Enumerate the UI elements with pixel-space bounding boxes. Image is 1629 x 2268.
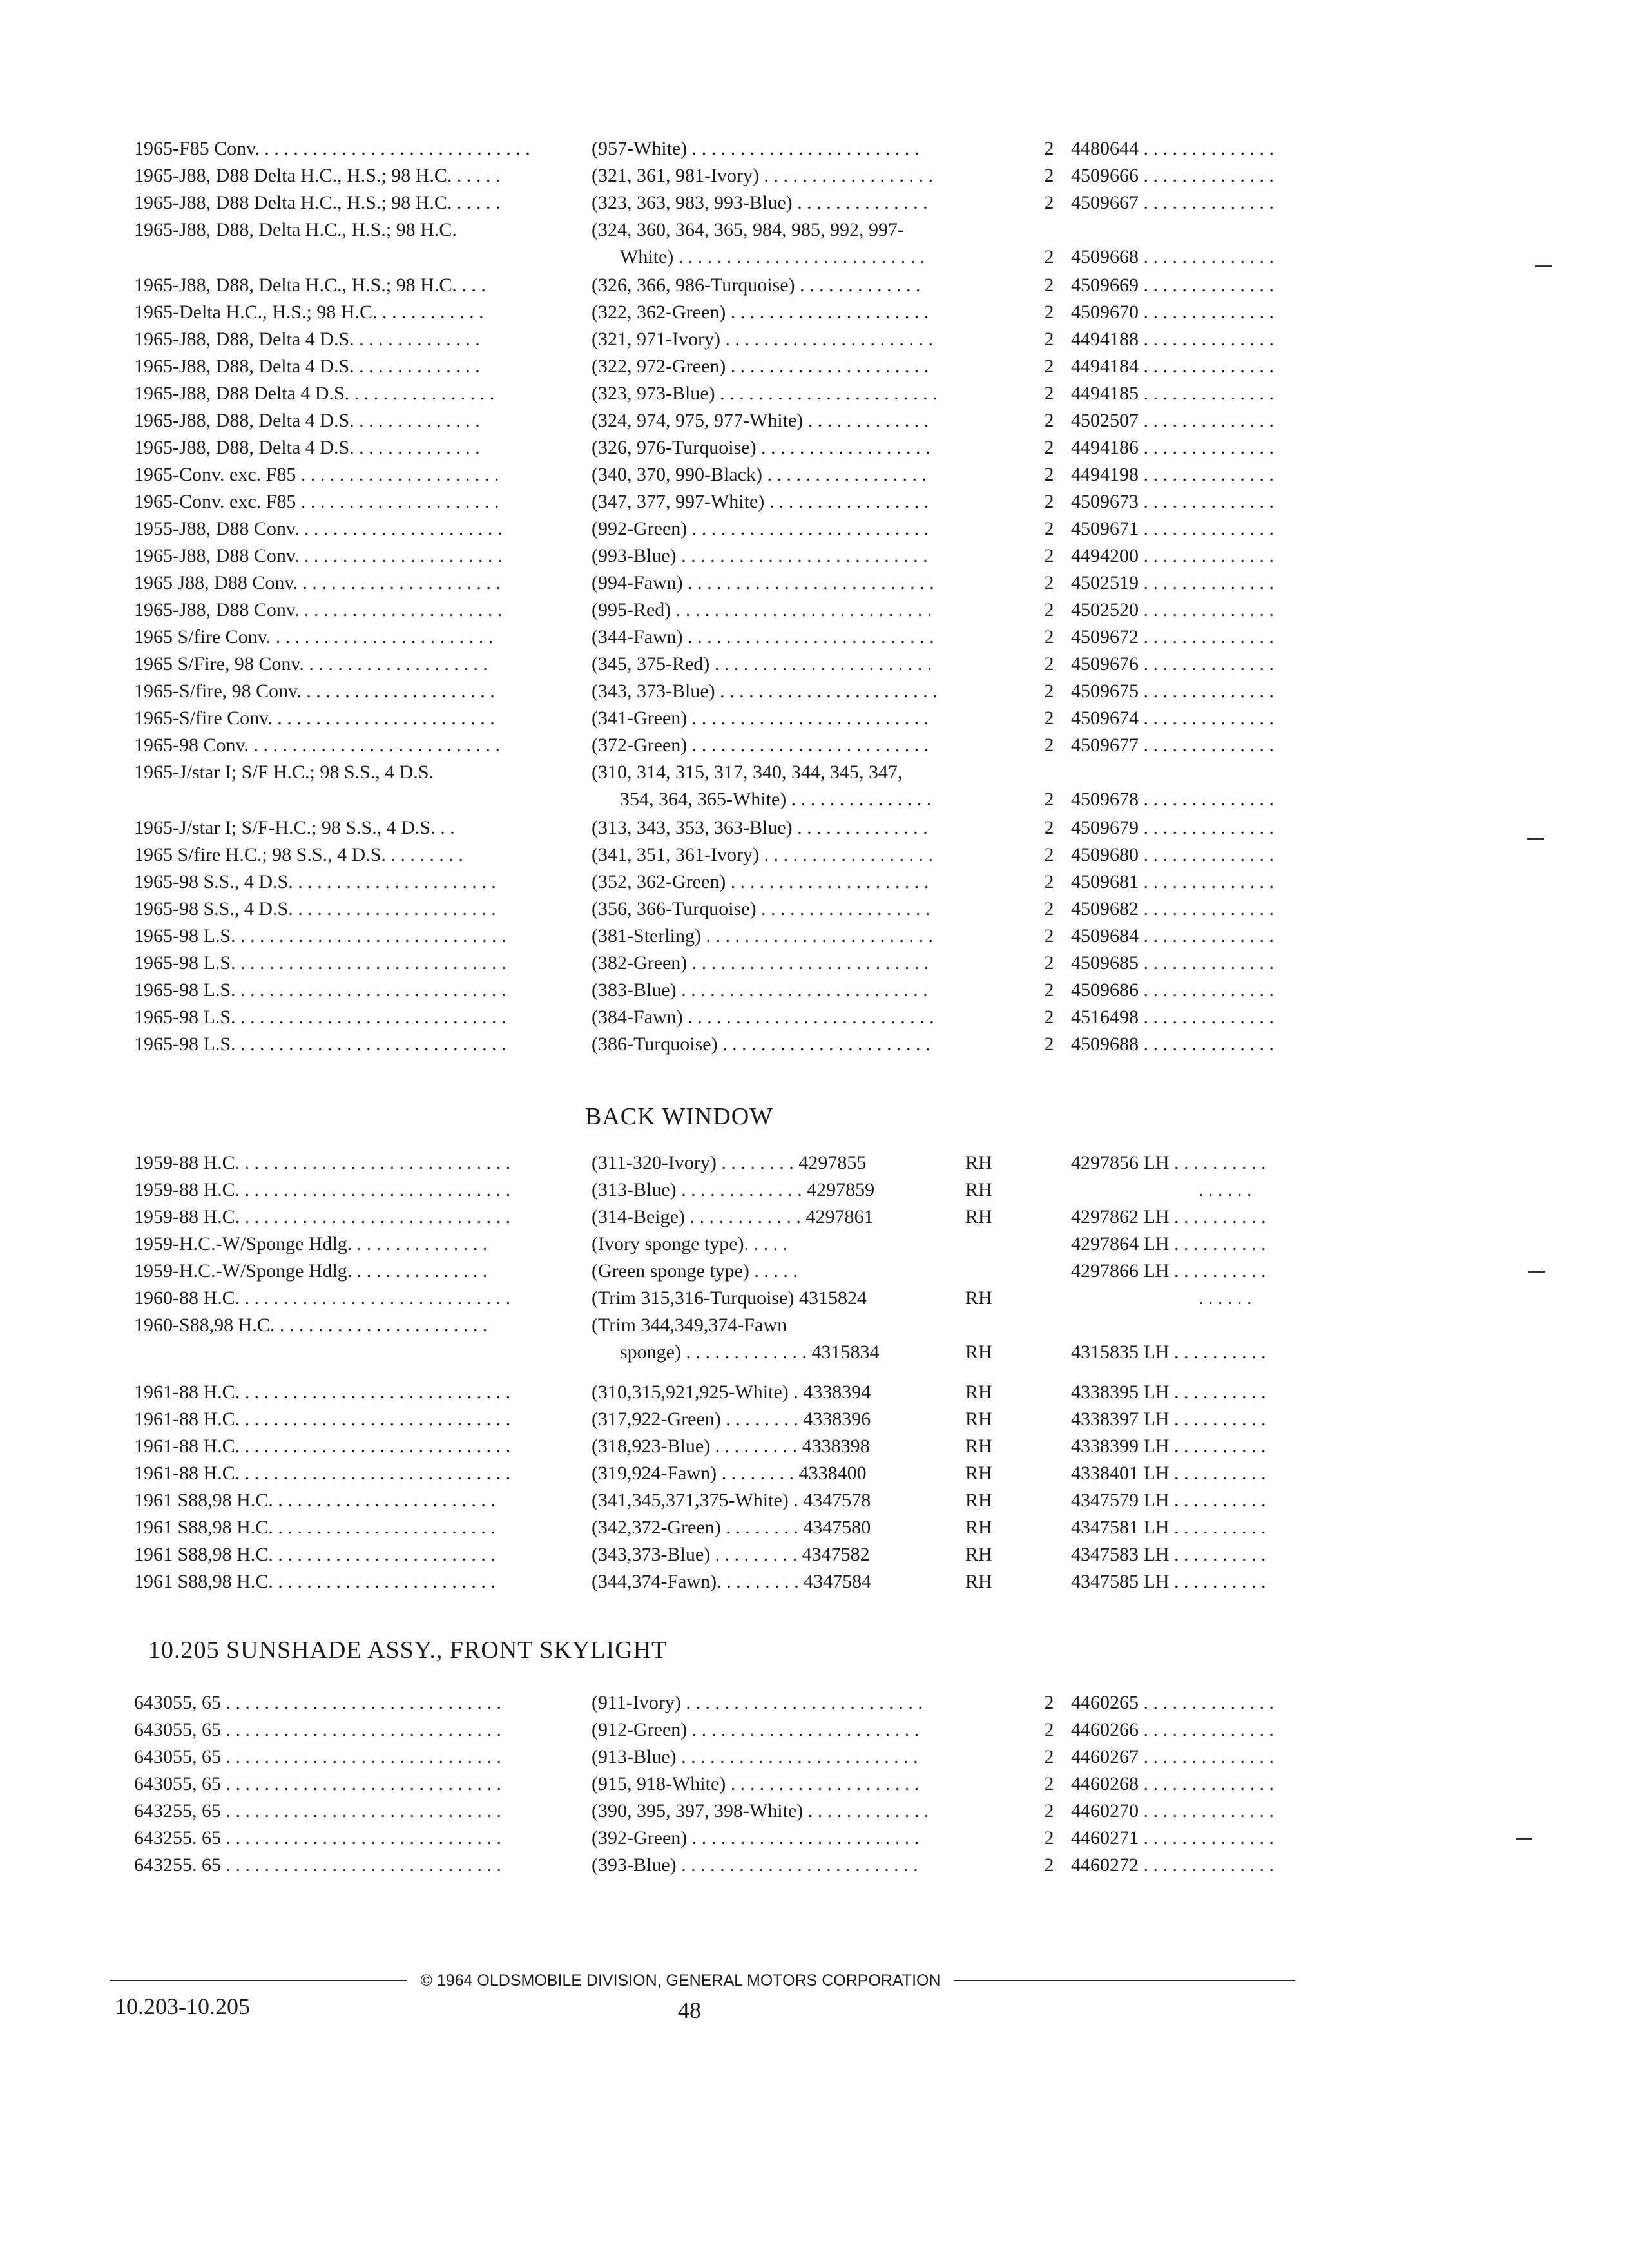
application-cell: 643055, 65 . . . . . . . . . . . . . . . . . . . . . . . . . . . . . <box>134 1746 501 1767</box>
application-cell: 1965-J88, D88, Delta 4 D.S. . . . . . . . . . . . . . <box>134 329 480 350</box>
table-row <box>0 977 1629 1004</box>
trim-cell: (343, 373-Blue) . . . . . . . . . . . . . . . . . . . . . . . <box>592 680 938 702</box>
table-row <box>0 272 1629 299</box>
trim-cell: (911-Ivory) . . . . . . . . . . . . . . . . . . . . . . . . . <box>592 1692 923 1713</box>
quantity-cell: 2 <box>1044 1006 1054 1028</box>
quantity-cell: 2 <box>1044 1033 1054 1055</box>
part-number-cell: 4516498 . . . . . . . . . . . . . . <box>1071 1006 1274 1028</box>
trim-rh-part-cell: (318,923-Blue) . . . . . . . . . 4338398 <box>592 1436 870 1457</box>
rh-label: RH <box>965 1571 992 1592</box>
margin-mark <box>1535 265 1552 267</box>
trim-cell: (321, 971-Ivory) . . . . . . . . . . . . . . . . . . . . . . <box>592 329 933 350</box>
table-row <box>0 407 1629 434</box>
quantity-cell: 2 <box>1044 817 1054 838</box>
part-number-cell: 4509679 . . . . . . . . . . . . . . <box>1071 817 1274 838</box>
quantity-cell: 2 <box>1044 410 1054 431</box>
part-number-cell: 4509673 . . . . . . . . . . . . . . <box>1071 491 1274 512</box>
application-cell: 1965-J88, D88, Delta 4 D.S. . . . . . . . . . . . . . <box>134 410 480 431</box>
part-number-cell: 4509685 . . . . . . . . . . . . . . <box>1071 952 1274 974</box>
back-window-heading: BACK WINDOW <box>585 1103 774 1130</box>
lh-part-cell: 4338401 LH . . . . . . . . . . <box>1071 1463 1266 1484</box>
quantity-cell: 2 <box>1044 192 1054 213</box>
rh-label: RH <box>965 1544 992 1565</box>
trim-cell: (313, 343, 353, 363-Blue) . . . . . . . . . . . . . . <box>592 817 928 838</box>
trim-rh-part-cell: (319,924-Fawn) . . . . . . . . 4338400 <box>592 1463 867 1484</box>
table-row <box>0 705 1629 732</box>
page-reference: 10.203-10.205 <box>115 1994 250 2019</box>
quantity-cell: 2 <box>1044 680 1054 702</box>
application-cell: 1965 J88, D88 Conv. . . . . . . . . . . . . . . . . . . . . . <box>134 572 501 593</box>
part-number-cell: 4460267 . . . . . . . . . . . . . . <box>1071 1746 1274 1767</box>
quantity-cell: 2 <box>1044 572 1054 593</box>
quantity-cell: 2 <box>1044 383 1054 404</box>
table-row <box>0 814 1629 841</box>
table-row <box>0 1744 1629 1771</box>
table-row <box>0 1825 1629 1852</box>
quantity-cell: 2 <box>1044 138 1054 159</box>
table-row <box>0 570 1629 597</box>
lh-leader-dots: . . . . . . <box>1199 1287 1252 1309</box>
sunshade-heading: 10.205 SUNSHADE ASSY., FRONT SKYLIGHT <box>148 1637 668 1664</box>
application-cell: 1959-H.C.-W/Sponge Hdlg. . . . . . . . . . . . . . . <box>134 1260 488 1282</box>
lh-part-cell: 4338397 LH . . . . . . . . . . <box>1071 1408 1266 1430</box>
rh-label: RH <box>965 1287 992 1309</box>
application-cell: 1965-J88, D88 Conv. . . . . . . . . . . . . . . . . . . . . . <box>134 599 503 620</box>
part-number-cell: 4509680 . . . . . . . . . . . . . . <box>1071 844 1274 865</box>
trim-cell: (392-Green) . . . . . . . . . . . . . . . . . . . . . . . . <box>592 1827 920 1849</box>
quantity-cell: 2 <box>1044 844 1054 865</box>
part-number-cell: 4509686 . . . . . . . . . . . . . . <box>1071 979 1274 1001</box>
table-row <box>0 461 1629 488</box>
application-cell: 1965-J88, D88 Conv. . . . . . . . . . . . . . . . . . . . . . <box>134 545 503 566</box>
lh-part-cell: 4297862 LH . . . . . . . . . . <box>1071 1206 1266 1227</box>
table-row <box>0 1460 1629 1487</box>
quantity-cell: 2 <box>1044 871 1054 892</box>
quantity-cell: 2 <box>1044 1692 1054 1713</box>
part-number-cell: 4509667 . . . . . . . . . . . . . . <box>1071 192 1274 213</box>
trim-cell: (352, 362-Green) . . . . . . . . . . . . . . . . . . . . . <box>592 871 929 892</box>
table-row <box>0 678 1629 705</box>
trim-cell: (326, 366, 986-Turquoise) . . . . . . . . . . . . . <box>592 274 921 296</box>
trim-cell: (341, 351, 361-Ivory) . . . . . . . . . . . . . . . . . . <box>592 844 933 865</box>
page-number: 48 <box>678 1997 701 2023</box>
quantity-cell: 2 <box>1044 464 1054 485</box>
trim-cell: (323, 973-Blue) . . . . . . . . . . . . . . . . . . . . . . . <box>592 383 938 404</box>
trim-cell: (321, 361, 981-Ivory) . . . . . . . . . . . . . . . . . . <box>592 165 933 186</box>
table-row <box>0 216 1629 272</box>
part-number-cell: 4494186 . . . . . . . . . . . . . . <box>1071 437 1274 458</box>
trim-cell: (322, 972-Green) . . . . . . . . . . . . . . . . . . . . . <box>592 356 929 377</box>
trim-cell: (372-Green) . . . . . . . . . . . . . . . . . . . . . . . . . <box>592 735 929 756</box>
headliner-trim-section <box>0 135 1629 1058</box>
lh-part-cell: 4297866 LH . . . . . . . . . . <box>1071 1260 1266 1282</box>
application-cell: 1965-S/fire, 98 Conv. . . . . . . . . . . . . . . . . . . . . <box>134 680 495 702</box>
trim-cell: (390, 395, 397, 398-White) . . . . . . . . . . . . . <box>592 1800 929 1821</box>
trim-cell: (324, 360, 364, 365, 984, 985, 992, 997- <box>592 219 904 240</box>
quantity-cell: 2 <box>1044 437 1054 458</box>
trim-cell: (393-Blue) . . . . . . . . . . . . . . . . . . . . . . . . . <box>592 1854 918 1876</box>
quantity-cell: 2 <box>1044 491 1054 512</box>
table-row <box>0 1177 1629 1204</box>
table-row <box>0 543 1629 570</box>
lh-part-cell: 4297864 LH . . . . . . . . . . <box>1071 1233 1266 1254</box>
table-row <box>0 326 1629 353</box>
application-cell: 1965-98 L.S. . . . . . . . . . . . . . . . . . . . . . . . . . . . . <box>134 925 506 947</box>
application-cell: 1965-98 S.S., 4 D.S. . . . . . . . . . . . . . . . . . . . . . <box>134 871 496 892</box>
trim-rh-part-continuation-cell: sponge) . . . . . . . . . . . . . 4315834 <box>620 1341 880 1363</box>
rh-label: RH <box>965 1206 992 1227</box>
quantity-cell: 2 <box>1044 1827 1054 1849</box>
part-number-cell: 4494198 . . . . . . . . . . . . . . <box>1071 464 1274 485</box>
trim-cell: (994-Fawn) . . . . . . . . . . . . . . . . . . . . . . . . . . <box>592 572 934 593</box>
quantity-cell: 2 <box>1044 626 1054 648</box>
application-cell: 1965-98 S.S., 4 D.S. . . . . . . . . . . . . . . . . . . . . . <box>134 898 496 919</box>
quantity-cell: 2 <box>1044 545 1054 566</box>
part-number-cell: 4494185 . . . . . . . . . . . . . . <box>1071 383 1274 404</box>
table-row <box>0 380 1629 407</box>
trim-cell: (347, 377, 997-White) . . . . . . . . . . . . . . . . . <box>592 491 929 512</box>
trim-cell: (915, 918-White) . . . . . . . . . . . . . . . . . . . . <box>592 1773 920 1794</box>
part-number-cell: 4460268 . . . . . . . . . . . . . . <box>1071 1773 1274 1794</box>
part-number-cell: 4460266 . . . . . . . . . . . . . . <box>1071 1719 1274 1740</box>
application-cell: 1965-J88, D88 Delta H.C., H.S.; 98 H.C. . . . . . <box>134 192 501 213</box>
part-number-cell: 4509681 . . . . . . . . . . . . . . <box>1071 871 1274 892</box>
lh-part-cell: 4347579 LH . . . . . . . . . . <box>1071 1490 1266 1511</box>
application-cell: 643255. 65 . . . . . . . . . . . . . . . . . . . . . . . . . . . . . <box>134 1854 501 1876</box>
rh-label: RH <box>965 1436 992 1457</box>
back-window-1961-section <box>0 1379 1629 1595</box>
trim-cell: (382-Green) . . . . . . . . . . . . . . . . . . . . . . . . . <box>592 952 929 974</box>
part-number-cell: 4494184 . . . . . . . . . . . . . . <box>1071 356 1274 377</box>
application-cell: 1965-J/star I; S/F H.C.; 98 S.S., 4 D.S. <box>134 762 434 783</box>
table-row <box>0 1031 1629 1058</box>
table-row <box>0 1004 1629 1031</box>
table-row <box>0 651 1629 678</box>
table-row <box>0 896 1629 923</box>
table-row <box>0 1514 1629 1541</box>
quantity-cell: 2 <box>1044 979 1054 1001</box>
application-cell: 1960-S88,98 H.C. . . . . . . . . . . . . . . . . . . . . . . <box>134 1314 488 1336</box>
rh-label: RH <box>965 1381 992 1403</box>
application-cell: 1965-J88, D88, Delta 4 D.S. . . . . . . . . . . . . . <box>134 437 480 458</box>
trim-cell: (322, 362-Green) . . . . . . . . . . . . . . . . . . . . . <box>592 302 929 323</box>
trim-continuation-cell: White) . . . . . . . . . . . . . . . . . . . . . . . . . . <box>620 246 925 267</box>
table-row <box>0 841 1629 869</box>
application-cell: 1965-98 Conv. . . . . . . . . . . . . . . . . . . . . . . . . . . <box>134 735 501 756</box>
trim-cell: (913-Blue) . . . . . . . . . . . . . . . . . . . . . . . . . <box>592 1746 918 1767</box>
table-row <box>0 869 1629 896</box>
application-cell: 1965-Conv. exc. F85 . . . . . . . . . . . . . . . . . . . . . <box>134 464 499 485</box>
table-row <box>0 488 1629 515</box>
table-row <box>0 1231 1629 1258</box>
rh-label: RH <box>965 1463 992 1484</box>
application-cell: 1965-98 L.S. . . . . . . . . . . . . . . . . . . . . . . . . . . . . <box>134 1006 506 1028</box>
quantity-cell: 2 <box>1044 302 1054 323</box>
part-number-cell: 4509671 . . . . . . . . . . . . . . <box>1071 518 1274 539</box>
margin-mark <box>1516 1838 1532 1840</box>
table-row <box>0 189 1629 216</box>
table-row <box>0 1689 1629 1716</box>
trim-cell: (957-White) . . . . . . . . . . . . . . . . . . . . . . . . <box>592 138 920 159</box>
back-window-1959-1960-section <box>0 1149 1629 1367</box>
application-cell: 1965-98 L.S. . . . . . . . . . . . . . . . . . . . . . . . . . . . . <box>134 1033 506 1055</box>
application-cell: 1961-88 H.C. . . . . . . . . . . . . . . . . . . . . . . . . . . . . <box>134 1436 511 1457</box>
quantity-cell: 2 <box>1044 898 1054 919</box>
trim-rh-part-cell: (341,345,371,375-White) . 4347578 <box>592 1490 871 1511</box>
trim-continuation-cell: 354, 364, 365-White) . . . . . . . . . . . . . . . <box>620 789 932 810</box>
quantity-cell: 2 <box>1044 165 1054 186</box>
trim-cell: (323, 363, 983, 993-Blue) . . . . . . . . . . . . . . <box>592 192 928 213</box>
quantity-cell: 2 <box>1044 1746 1054 1767</box>
quantity-cell: 2 <box>1044 1800 1054 1821</box>
table-row <box>0 1379 1629 1406</box>
part-number-cell: 4460265 . . . . . . . . . . . . . . <box>1071 1692 1274 1713</box>
lh-part-cell: 4338399 LH . . . . . . . . . . <box>1071 1436 1266 1457</box>
rh-label: RH <box>965 1490 992 1511</box>
table-row <box>0 1798 1629 1825</box>
part-number-cell: 4509670 . . . . . . . . . . . . . . <box>1071 302 1274 323</box>
table-row <box>0 1285 1629 1312</box>
application-cell: 1965-98 L.S. . . . . . . . . . . . . . . . . . . . . . . . . . . . . <box>134 952 506 974</box>
application-cell: 1955-J88, D88 Conv. . . . . . . . . . . . . . . . . . . . . . <box>134 518 503 539</box>
lh-part-cell: 4297856 LH . . . . . . . . . . <box>1071 1152 1266 1173</box>
trim-rh-part-cell: (311-320-Ivory) . . . . . . . . 4297855 <box>592 1152 867 1173</box>
application-cell: 643255, 65 . . . . . . . . . . . . . . . . . . . . . . . . . . . . . <box>134 1800 501 1821</box>
part-number-cell: 4480644 . . . . . . . . . . . . . . <box>1071 138 1274 159</box>
trim-rh-part-cell: (343,373-Blue) . . . . . . . . . 4347582 <box>592 1544 870 1565</box>
rh-label: RH <box>965 1341 992 1363</box>
quantity-cell: 2 <box>1044 1719 1054 1740</box>
table-row <box>0 135 1629 162</box>
application-cell: 1959-88 H.C. . . . . . . . . . . . . . . . . . . . . . . . . . . . . <box>134 1152 511 1173</box>
trim-rh-part-cell: (313-Blue) . . . . . . . . . . . . . 4297859 <box>592 1179 875 1200</box>
part-number-cell: 4494188 . . . . . . . . . . . . . . <box>1071 329 1274 350</box>
application-cell: 1965-F85 Conv. . . . . . . . . . . . . . . . . . . . . . . . . . . . . <box>134 138 530 159</box>
application-cell: 1961 S88,98 H.C. . . . . . . . . . . . . . . . . . . . . . . . <box>134 1490 496 1511</box>
trim-cell: (384-Fawn) . . . . . . . . . . . . . . . . . . . . . . . . . . <box>592 1006 934 1028</box>
trim-cell: (340, 370, 990-Black) . . . . . . . . . . . . . . . . . <box>592 464 927 485</box>
trim-cell: (345, 375-Red) . . . . . . . . . . . . . . . . . . . . . . . <box>592 653 932 675</box>
table-row <box>0 1487 1629 1514</box>
trim-cell: (324, 974, 975, 977-White) . . . . . . . . . . . . . <box>592 410 929 431</box>
part-number-cell: 4509684 . . . . . . . . . . . . . . <box>1071 925 1274 947</box>
footer-rule-left <box>110 1980 407 1981</box>
application-cell: 1959-H.C.-W/Sponge Hdlg. . . . . . . . . . . . . . . <box>134 1233 488 1254</box>
application-cell: 1961-88 H.C. . . . . . . . . . . . . . . . . . . . . . . . . . . . . <box>134 1463 511 1484</box>
trim-cell: (381-Sterling) . . . . . . . . . . . . . . . . . . . . . . . . <box>592 925 933 947</box>
application-cell: 1965-98 L.S. . . . . . . . . . . . . . . . . . . . . . . . . . . . . <box>134 979 506 1001</box>
trim-rh-part-cell: (Ivory sponge type). . . . . <box>592 1233 788 1254</box>
quantity-cell: 2 <box>1044 1773 1054 1794</box>
part-number-cell: 4494200 . . . . . . . . . . . . . . <box>1071 545 1274 566</box>
part-number-cell: 4509677 . . . . . . . . . . . . . . <box>1071 735 1274 756</box>
part-number-cell: 4509666 . . . . . . . . . . . . . . <box>1071 165 1274 186</box>
lh-part-cell: 4338395 LH . . . . . . . . . . <box>1071 1381 1266 1403</box>
quantity-cell: 2 <box>1044 707 1054 729</box>
margin-mark <box>1528 1271 1545 1273</box>
lh-part-cell: 4315835 LH . . . . . . . . . . <box>1071 1341 1266 1363</box>
table-row <box>0 1204 1629 1231</box>
part-number-cell: 4460272 . . . . . . . . . . . . . . <box>1071 1854 1274 1876</box>
trim-cell: (356, 366-Turquoise) . . . . . . . . . . . . . . . . . . <box>592 898 930 919</box>
application-cell: 1965 S/fire Conv. . . . . . . . . . . . . . . . . . . . . . . . <box>134 626 494 648</box>
part-number-cell: 4460270 . . . . . . . . . . . . . . <box>1071 1800 1274 1821</box>
part-number-cell: 4502520 . . . . . . . . . . . . . . <box>1071 599 1274 620</box>
application-cell: 1959-88 H.C. . . . . . . . . . . . . . . . . . . . . . . . . . . . . <box>134 1179 511 1200</box>
table-row <box>0 1149 1629 1177</box>
application-cell: 1961 S88,98 H.C. . . . . . . . . . . . . . . . . . . . . . . . <box>134 1544 496 1565</box>
application-cell: 643055, 65 . . . . . . . . . . . . . . . . . . . . . . . . . . . . . <box>134 1719 501 1740</box>
table-row <box>0 515 1629 543</box>
table-row <box>0 434 1629 461</box>
application-cell: 643055, 65 . . . . . . . . . . . . . . . . . . . . . . . . . . . . . <box>134 1692 501 1713</box>
trim-cell: (386-Turquoise) . . . . . . . . . . . . . . . . . . . . . . <box>592 1033 930 1055</box>
application-cell: 1965-Conv. exc. F85 . . . . . . . . . . . . . . . . . . . . . <box>134 491 499 512</box>
table-row <box>0 624 1629 651</box>
application-cell: 1965-J88, D88, Delta H.C., H.S.; 98 H.C. <box>134 219 457 240</box>
table-row <box>0 1406 1629 1433</box>
trim-rh-part-cell: (Trim 344,349,374-Fawn <box>592 1314 787 1336</box>
table-row <box>0 1852 1629 1879</box>
application-cell: 1965-J88, D88 Delta H.C., H.S.; 98 H.C. . . . . . <box>134 165 501 186</box>
application-cell: 1965 S/fire H.C.; 98 S.S., 4 D.S. . . . . . . . . <box>134 844 463 865</box>
quantity-cell: 2 <box>1044 653 1054 675</box>
part-number-cell: 4509672 . . . . . . . . . . . . . . <box>1071 626 1274 648</box>
part-number-cell: 4509676 . . . . . . . . . . . . . . <box>1071 653 1274 675</box>
trim-cell: (326, 976-Turquoise) . . . . . . . . . . . . . . . . . . <box>592 437 930 458</box>
table-row <box>0 1258 1629 1285</box>
margin-mark <box>1527 838 1544 840</box>
part-number-cell: 4509675 . . . . . . . . . . . . . . <box>1071 680 1274 702</box>
table-row <box>0 299 1629 326</box>
application-cell: 1965-J/star I; S/F-H.C.; 98 S.S., 4 D.S. . . <box>134 817 455 838</box>
application-cell: 1960-88 H.C. . . . . . . . . . . . . . . . . . . . . . . . . . . . . <box>134 1287 511 1309</box>
trim-cell: (993-Blue) . . . . . . . . . . . . . . . . . . . . . . . . . . <box>592 545 928 566</box>
lh-part-cell: 4347583 LH . . . . . . . . . . <box>1071 1544 1266 1565</box>
table-row <box>0 759 1629 814</box>
application-cell: 1965-S/fire Conv. . . . . . . . . . . . . . . . . . . . . . . . <box>134 707 495 729</box>
part-number-cell: 4509682 . . . . . . . . . . . . . . <box>1071 898 1274 919</box>
quantity-cell: 2 <box>1044 329 1054 350</box>
application-cell: 1965 S/Fire, 98 Conv. . . . . . . . . . . . . . . . . . . . <box>134 653 488 675</box>
trim-cell: (344-Fawn) . . . . . . . . . . . . . . . . . . . . . . . . . . <box>592 626 934 648</box>
application-cell: 1965-J88, D88 Delta 4 D.S. . . . . . . . . . . . . . . . <box>134 383 495 404</box>
table-row <box>0 597 1629 624</box>
table-row <box>0 1541 1629 1568</box>
part-number-cell: 4509688 . . . . . . . . . . . . . . <box>1071 1033 1274 1055</box>
table-row <box>0 1568 1629 1595</box>
part-number-cell: 4502519 . . . . . . . . . . . . . . <box>1071 572 1274 593</box>
sunshade-section <box>0 1689 1629 1879</box>
quantity-cell: 2 <box>1044 952 1054 974</box>
trim-cell: (995-Red) . . . . . . . . . . . . . . . . . . . . . . . . . . . <box>592 599 932 620</box>
table-row <box>0 162 1629 189</box>
application-cell: 1965-J88, D88, Delta H.C., H.S.; 98 H.C. . . . <box>134 274 486 296</box>
part-number-cell: 4502507 . . . . . . . . . . . . . . <box>1071 410 1274 431</box>
application-cell: 1961-88 H.C. . . . . . . . . . . . . . . . . . . . . . . . . . . . . <box>134 1381 511 1403</box>
application-cell: 1961-88 H.C. . . . . . . . . . . . . . . . . . . . . . . . . . . . . <box>134 1408 511 1430</box>
quantity-cell: 2 <box>1044 735 1054 756</box>
application-cell: 1961 S88,98 H.C. . . . . . . . . . . . . . . . . . . . . . . . <box>134 1517 496 1538</box>
application-cell: 643255. 65 . . . . . . . . . . . . . . . . . . . . . . . . . . . . . <box>134 1827 501 1849</box>
application-cell: 1959-88 H.C. . . . . . . . . . . . . . . . . . . . . . . . . . . . . <box>134 1206 511 1227</box>
trim-rh-part-cell: (342,372-Green) . . . . . . . . 4347580 <box>592 1517 871 1538</box>
trim-rh-part-cell: (Trim 315,316-Turquoise) 4315824 <box>592 1287 867 1309</box>
table-row <box>0 353 1629 380</box>
trim-rh-part-cell: (314-Beige) . . . . . . . . . . . . 4297861 <box>592 1206 874 1227</box>
trim-cell: (912-Green) . . . . . . . . . . . . . . . . . . . . . . . . <box>592 1719 920 1740</box>
part-number-cell: 4509668 . . . . . . . . . . . . . . <box>1071 246 1274 267</box>
rh-label: RH <box>965 1179 992 1200</box>
lh-leader-dots: . . . . . . <box>1199 1179 1252 1200</box>
trim-rh-part-cell: (317,922-Green) . . . . . . . . 4338396 <box>592 1408 871 1430</box>
quantity-cell: 2 <box>1044 274 1054 296</box>
lh-part-cell: 4347581 LH . . . . . . . . . . <box>1071 1517 1266 1538</box>
table-row <box>0 1716 1629 1744</box>
trim-cell: (383-Blue) . . . . . . . . . . . . . . . . . . . . . . . . . . <box>592 979 928 1001</box>
application-cell: 1961 S88,98 H.C. . . . . . . . . . . . . . . . . . . . . . . . <box>134 1571 496 1592</box>
part-number-cell: 4509669 . . . . . . . . . . . . . . <box>1071 274 1274 296</box>
quantity-cell: 2 <box>1044 518 1054 539</box>
rh-label: RH <box>965 1152 992 1173</box>
trim-cell: (992-Green) . . . . . . . . . . . . . . . . . . . . . . . . . <box>592 518 929 539</box>
application-cell: 643055, 65 . . . . . . . . . . . . . . . . . . . . . . . . . . . . . <box>134 1773 501 1794</box>
rh-label: RH <box>965 1517 992 1538</box>
trim-cell: (310, 314, 315, 317, 340, 344, 345, 347, <box>592 762 903 783</box>
quantity-cell: 2 <box>1044 356 1054 377</box>
quantity-cell: 2 <box>1044 789 1054 810</box>
quantity-cell: 2 <box>1044 1854 1054 1876</box>
part-number-cell: 4509674 . . . . . . . . . . . . . . <box>1071 707 1274 729</box>
table-row <box>0 950 1629 977</box>
footer-rule-right <box>954 1980 1295 1981</box>
application-cell: 1965-J88, D88, Delta 4 D.S. . . . . . . . . . . . . . <box>134 356 480 377</box>
part-number-cell: 4460271 . . . . . . . . . . . . . . <box>1071 1827 1274 1849</box>
quantity-cell: 2 <box>1044 246 1054 267</box>
table-row <box>0 732 1629 759</box>
lh-part-cell: 4347585 LH . . . . . . . . . . <box>1071 1571 1266 1592</box>
application-cell: 1965-Delta H.C., H.S.; 98 H.C. . . . . . . . . . . . <box>134 302 484 323</box>
table-row <box>0 1433 1629 1460</box>
table-row <box>0 923 1629 950</box>
quantity-cell: 2 <box>1044 599 1054 620</box>
trim-rh-part-cell: (344,374-Fawn). . . . . . . . . 4347584 <box>592 1571 872 1592</box>
quantity-cell: 2 <box>1044 925 1054 947</box>
trim-rh-part-cell: (Green sponge type) . . . . . <box>592 1260 798 1282</box>
table-row <box>0 1312 1629 1367</box>
rh-label: RH <box>965 1408 992 1430</box>
table-row <box>0 1771 1629 1798</box>
trim-rh-part-cell: (310,315,921,925-White) . 4338394 <box>592 1381 871 1403</box>
footer-copyright: © 1964 OLDSMOBILE DIVISION, GENERAL MOTORS CORPORATION <box>420 1972 941 1990</box>
part-number-cell: 4509678 . . . . . . . . . . . . . . <box>1071 789 1274 810</box>
trim-cell: (341-Green) . . . . . . . . . . . . . . . . . . . . . . . . . <box>592 707 929 729</box>
